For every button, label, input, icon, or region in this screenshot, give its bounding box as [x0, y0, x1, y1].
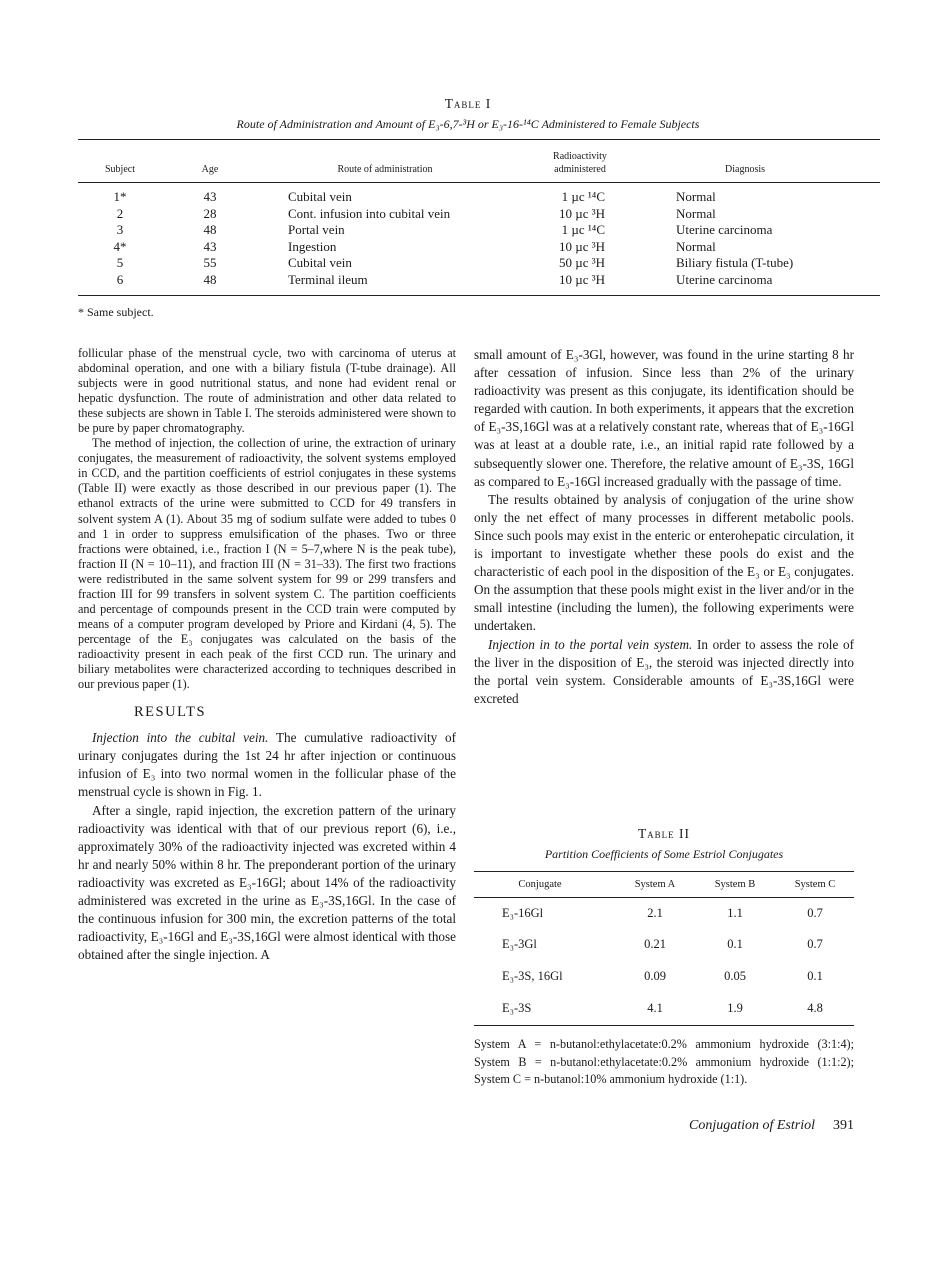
table1-cell-radioactivity: 1 µc ¹⁴C	[561, 222, 605, 237]
right-paragraph-1: small amount of E₃-3Gl, however, was found in the urine starting 8 hr after cessation of infusion. Since less than 2% of the urinary radioactivity was present as this conjugate, its identification should be regarded with caution. In both experiments, it appears that the excretion of E₃-3S,16Gl was at a relatively constant rate, whereas that of E₃-16Gl was at least at a double rate, i.e., an initial rapid rate followed by a subsequently slower one. Therefore, the relative amount of E₃-3S, 16Gl as compared to E₃-16Gl increased gradually with the passage of time.	[474, 347, 854, 489]
table1-cell-route: Cubital vein	[288, 255, 352, 270]
table1-cell-age: 43	[203, 189, 217, 204]
table1-cell-age: 48	[203, 222, 217, 237]
left-paragraph-1: follicular phase of the menstrual cycle, two with carcinoma of uterus at abdominal operation, and one with a biliary fistula (T-tube drainage). All subjects were in good nutritional status, and none had evident renal or hepatic dysfunction. The route of administration and other data related to these subjects are shown in Table I. The steroids administered were shown to be pure by paper chromatography.	[78, 346, 456, 436]
table1-cell-subject: 6	[116, 271, 124, 287]
table2-cell-conjugate: E₃-3S	[502, 1001, 532, 1015]
table1-title: Table I	[444, 96, 492, 111]
results-heading: RESULTS	[134, 704, 207, 721]
table1-cell-diagnosis: Uterine carcinoma	[676, 222, 773, 237]
table1-caption: Route of Administration and Amount of E₃-6,7-³H or E₃-16-¹⁴C Administered to Female Subjects	[236, 117, 700, 131]
table2-header-system-b: System B	[714, 879, 756, 890]
table2-cell-system-a: 2.1	[647, 906, 663, 920]
table1-cell-route: Cont. infusion into cubital vein	[288, 205, 451, 221]
table1-cell-route: Cubital vein	[288, 189, 352, 204]
table1-cell-diagnosis: Normal	[676, 205, 716, 221]
left-paragraph-4: After a single, rapid injection, the excretion pattern of the urinary radioactivity was identical with that of our previous report (6), i.e., approximately 30% of the radioactivity injected was excreted within 4 hr and nearly 50% within 8 hr. The preponderant portion of the urinary radioactivity was excreted as E₃-16Gl; about 14% of the radioactivity administered was excreted in the urine as E₃-3S,16Gl. In the case of the continuous infusion for 300 min, the excretion patterns of the total radioactivity, E₃-16Gl and E₃-3S,16Gl were almost identical with those obtained after the single injection. A	[78, 802, 456, 963]
table1-cell-route: Terminal ileum	[288, 271, 368, 287]
table2-header-system-c: System C	[794, 879, 836, 890]
table2-cell-system-c: 0.7	[807, 906, 823, 920]
table1-header-radioactivity	[525, 150, 635, 176]
right-column	[474, 346, 854, 708]
table1-cell-age: 55	[203, 255, 217, 270]
table1-header-radioactivity-line2: administered	[554, 164, 606, 175]
table1-bottom-rule	[78, 295, 880, 296]
table2-cell-system-b: 0.05	[724, 969, 746, 983]
table1-cell-diagnosis: Normal	[676, 238, 716, 254]
table2-cell-system-a: 0.09	[644, 969, 666, 983]
table1-cell-radioactivity: 50 µc ³H	[558, 255, 605, 270]
table1-header-subject: Subject	[105, 164, 135, 175]
table1-cell-subject: 5	[116, 255, 124, 270]
table1-cell-age: 48	[203, 271, 217, 287]
table2-cell-conjugate: E₃-16Gl	[502, 906, 544, 920]
table2-cell-system-b: 0.1	[727, 937, 743, 951]
table1-header-route: Route of administration	[337, 164, 433, 175]
right-paragraph-2: The results obtained by analysis of conjugation of the urine show only the net effect of many processes in different metabolic pools. Since such pools may exist in the enteric or enterohepatic circulation, it is important to investigate whether these pools do exist and the characteristic of each pool in the disposition of the E₃ or E₃ conjugates. On the assumption that these pools might exist in the liver and/or in the small intestine (including the lumen), the following experiments were undertaken.	[474, 491, 854, 634]
table2-cell-system-c: 0.1	[807, 969, 823, 983]
cubital-vein-subheading: Injection into the cubital vein.	[92, 730, 269, 746]
table1-cell-age: 43	[203, 238, 217, 254]
table2-bottom-rule	[474, 1025, 854, 1026]
right-paragraph-3	[474, 636, 854, 708]
table2-cell-system-c: 0.7	[807, 937, 823, 951]
table1-cell-route: Portal vein	[288, 222, 345, 237]
table2-header-system-a: System A	[634, 879, 676, 890]
table2-cell-system-c: 4.8	[807, 1001, 823, 1015]
table2-cell-conjugate: E₃-3S, 16Gl	[502, 969, 563, 983]
table2-cell-system-b: 1.9	[727, 1001, 743, 1015]
running-title: Conjugation of Estriol	[688, 1118, 815, 1133]
table2-cell-conjugate: E₃-3Gl	[502, 937, 537, 951]
table1-header-rule	[78, 182, 880, 183]
table1-header-radioactivity-line1: Radioactivity	[553, 151, 607, 162]
table2-cell-system-a: 0.21	[644, 937, 666, 951]
table2-caption: Partition Coefficients of Some Estriol Conjugates	[544, 847, 784, 861]
table1-cell-route: Ingestion	[288, 238, 337, 254]
table2-cell-system-b: 1.1	[727, 906, 743, 920]
table1-cell-radioactivity: 1 µc ¹⁴C	[561, 189, 605, 204]
table2-title: Table II	[637, 826, 691, 841]
table1-header-age: Age	[201, 164, 219, 175]
table1-cell-diagnosis: Normal	[676, 189, 716, 204]
table2-header-conjugate: Conjugate	[518, 879, 562, 890]
table1-cell-diagnosis: Uterine carcinoma	[676, 271, 773, 287]
right-paragraph-3-text: In order to assess the role of the liver in the disposition of E₃, the steroid was injected directly into the portal vein system. Considerable amounts of E₃-3S,16Gl were excreted	[474, 636, 854, 706]
table1-header-diagnosis: Diagnosis	[725, 164, 765, 175]
table1-cell-diagnosis: Biliary fistula (T-tube)	[676, 255, 794, 270]
left-column	[78, 346, 456, 964]
portal-vein-subheading: Injection in to the portal vein system.	[488, 636, 693, 652]
table1-cell-radioactivity: 10 µc ³H	[558, 238, 605, 254]
left-paragraph-3-text: The cumulative radioactivity of urinary conjugates during the 1st 24 hr after injection or continuous infusion of E₃ into two normal women in the follicular phase of the menstrual cycle is shown in Fig. 1.	[78, 730, 456, 800]
table2-top-rule	[474, 871, 854, 872]
table1-footnote: * Same subject.	[78, 305, 154, 319]
table1-top-rule	[78, 139, 880, 140]
left-paragraph-2: The method of injection, the collection of urine, the extraction of urinary conjugates, the measurement of radioactivity, the solvent systems employed in CCD, and the partition coefficients of estriol conjugates in these systems (Table II) were exactly as those described in our previous paper (1). The ethanol extracts of the urine were submitted to CCD for 49 transfers in solvent system A (1). About 35 mg of sodium sulfate were added to tubes 0 and 1 in order to suppress emulsification of the phases. Two or three fractions were obtained, i.e., fraction I (N = 5–7,where N is the peak tube), fraction II (N = 10–11), and fraction III (N = 31–33). The first two fractions were redistributed in the same solvent system for 99 or 299 transfers and fraction III for 99 transfers in solvent system C. The partition coefficients and percentage of compounds present in the CCD train were computed by means of a computer program developed by Priore and Kirdani (4, 5). The percentage of the E₃ conjugates was calculated on the basis of the radioactivity present in each peak of the first CCD run. The urinary and biliary metabolites were characterized according to techniques described in our previous paper (1).	[78, 436, 456, 692]
table1-cell-radioactivity: 10 µc ³H	[558, 271, 605, 287]
running-footer	[600, 1118, 854, 1134]
table2-note: System A = n-butanol:ethylacetate:0.2% ammonium hydroxide (3:1:4); System B = n-butanol:ethylacetate:0.2% ammonium hydroxide (1:1:2); System C = n-butanol:10% ammonium hydroxide (1:1).	[474, 1037, 854, 1086]
table1-cell-subject: 4*	[113, 238, 127, 254]
table1-cell-age: 28	[203, 205, 217, 221]
table2-header-rule	[474, 897, 854, 898]
table1-cell-subject: 2	[116, 205, 124, 221]
table1-cell-subject: 3	[116, 222, 124, 237]
table1-cell-radioactivity: 10 µc ³H	[558, 205, 605, 221]
page-number: 391	[833, 1118, 854, 1133]
left-paragraph-3	[78, 729, 456, 801]
table1-cell-subject: 1*	[113, 189, 127, 204]
table2-cell-system-a: 4.1	[647, 1001, 663, 1015]
